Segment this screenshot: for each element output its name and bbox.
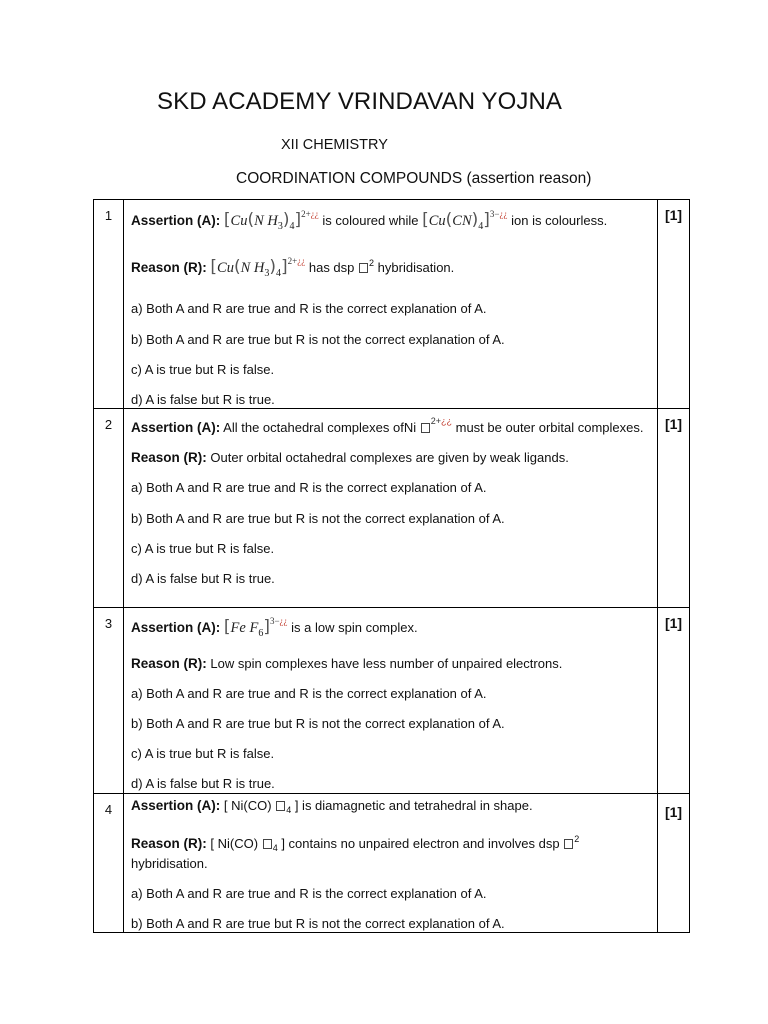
assertion-label: Assertion (A): — [131, 213, 221, 228]
marks-label: [1] — [658, 409, 690, 608]
question-row — [94, 200, 690, 409]
assertion-label: Assertion (A): — [131, 798, 221, 813]
assertion-text: is a low spin complex. — [291, 620, 418, 635]
option-a: a) Both A and R are true and R is the correct explanation of A. — [131, 480, 487, 495]
marks-label: [1] — [658, 794, 690, 933]
option-b: b) Both A and R are true but R is not the correct explanation of A. — [131, 332, 505, 347]
placeholder-box-icon — [564, 839, 573, 849]
assertion-line: Assertion (A): [ Ni(CO) $_4$ ] is diamagnetic and tetrahedral in shape. — [131, 798, 533, 815]
marks-label: [1] — [658, 608, 690, 794]
reason-label: Reason (R): — [131, 260, 207, 275]
reason-label: Reason (R): — [131, 836, 207, 851]
reason-label: Reason (R): — [131, 656, 207, 671]
formula-cu-nh3-4: [Cu(N $H_3)_4]^{2+¿¿}$ — [210, 256, 306, 279]
option-b: b) Both A and R are true but R is not the correct explanation of A. — [131, 511, 505, 526]
option-c: c) A is true but R is false. — [131, 746, 275, 761]
subject-title: XII CHEMISTRY — [281, 137, 388, 153]
formula-fe-f6: [Fe $F_6]^{3-¿¿}$ — [223, 616, 288, 639]
placeholder-box-icon — [263, 839, 272, 849]
question-number: 3 — [94, 608, 124, 794]
assertion-line — [131, 613, 650, 642]
questions-table — [93, 199, 690, 933]
assertion-text: ion is colourless. — [511, 213, 608, 228]
question-number: 4 — [94, 794, 124, 933]
reason-label: Reason (R): — [131, 450, 207, 465]
option-a: a) Both A and R are true and R is the correct explanation of A. — [131, 886, 487, 901]
question-row — [94, 608, 690, 794]
assertion-line — [131, 206, 650, 235]
option-c: c) A is true but R is false. — [131, 362, 275, 377]
question-number: 2 — [94, 409, 124, 608]
question-body — [124, 608, 658, 794]
option-d: d) A is false but R is true. — [131, 571, 275, 586]
option-a: a) Both A and R are true and R is the correct explanation of A. — [131, 301, 487, 316]
placeholder-box-icon — [421, 423, 430, 433]
assertion-label: Assertion (A): — [131, 620, 221, 635]
reason-line — [131, 450, 650, 466]
assertion-line: Assertion (A): All the octahedral complexes ofNi $^{2+¿¿}$ must be outer orbital complexes. — [131, 416, 644, 435]
reason-line — [131, 656, 650, 672]
formula-cu-cn-4: $[Cu(CN)_4]^{3-¿¿}$ — [422, 209, 508, 232]
reason-text: Low spin complexes have less number of unpaired electrons. — [210, 656, 563, 671]
option-b: b) Both A and R are true but R is not the correct explanation of A. — [131, 716, 505, 731]
question-body — [124, 794, 658, 933]
question-body — [124, 200, 658, 409]
reason-line: Reason (R): [Cu(N $H_3)_4]^{2+¿¿}$ has dsp $^2$ hybridisation. — [131, 256, 455, 279]
question-row — [94, 409, 690, 608]
school-name: SKD ACADEMY VRINDAVAN YOJNA — [157, 88, 563, 115]
question-row — [94, 794, 690, 933]
marks-label: [1] — [658, 200, 690, 409]
option-b: b) Both A and R are true but R is not the correct explanation of A. — [131, 916, 505, 931]
reason-line: Reason (R): [ Ni(CO) $_4$ ] contains no unpaired electron and involves dsp $^2$ hybridisation. — [131, 834, 580, 871]
reason-text: Outer orbital octahedral complexes are given by weak ligands. — [210, 450, 569, 465]
reason-text: has dsp — [308, 260, 355, 275]
formula-cu-nh3-4: [Cu(N $H_3)_4]^{2+¿¿}$ — [223, 209, 319, 232]
assertion-label: Assertion (A): — [131, 420, 221, 435]
option-c: c) A is true but R is false. — [131, 541, 275, 556]
question-body — [124, 409, 658, 608]
assertion-text: is coloured while — [322, 213, 419, 228]
option-d: d) A is false but R is true. — [131, 392, 275, 407]
question-number: 1 — [94, 200, 124, 409]
placeholder-box-icon — [359, 263, 368, 273]
option-d: d) A is false but R is true. — [131, 776, 275, 791]
placeholder-box-icon — [276, 801, 285, 811]
reason-text: hybridisation. — [377, 260, 455, 275]
topic-title: COORDINATION COMPOUNDS (assertion reason) — [236, 170, 592, 187]
option-a: a) Both A and R are true and R is the correct explanation of A. — [131, 686, 487, 701]
